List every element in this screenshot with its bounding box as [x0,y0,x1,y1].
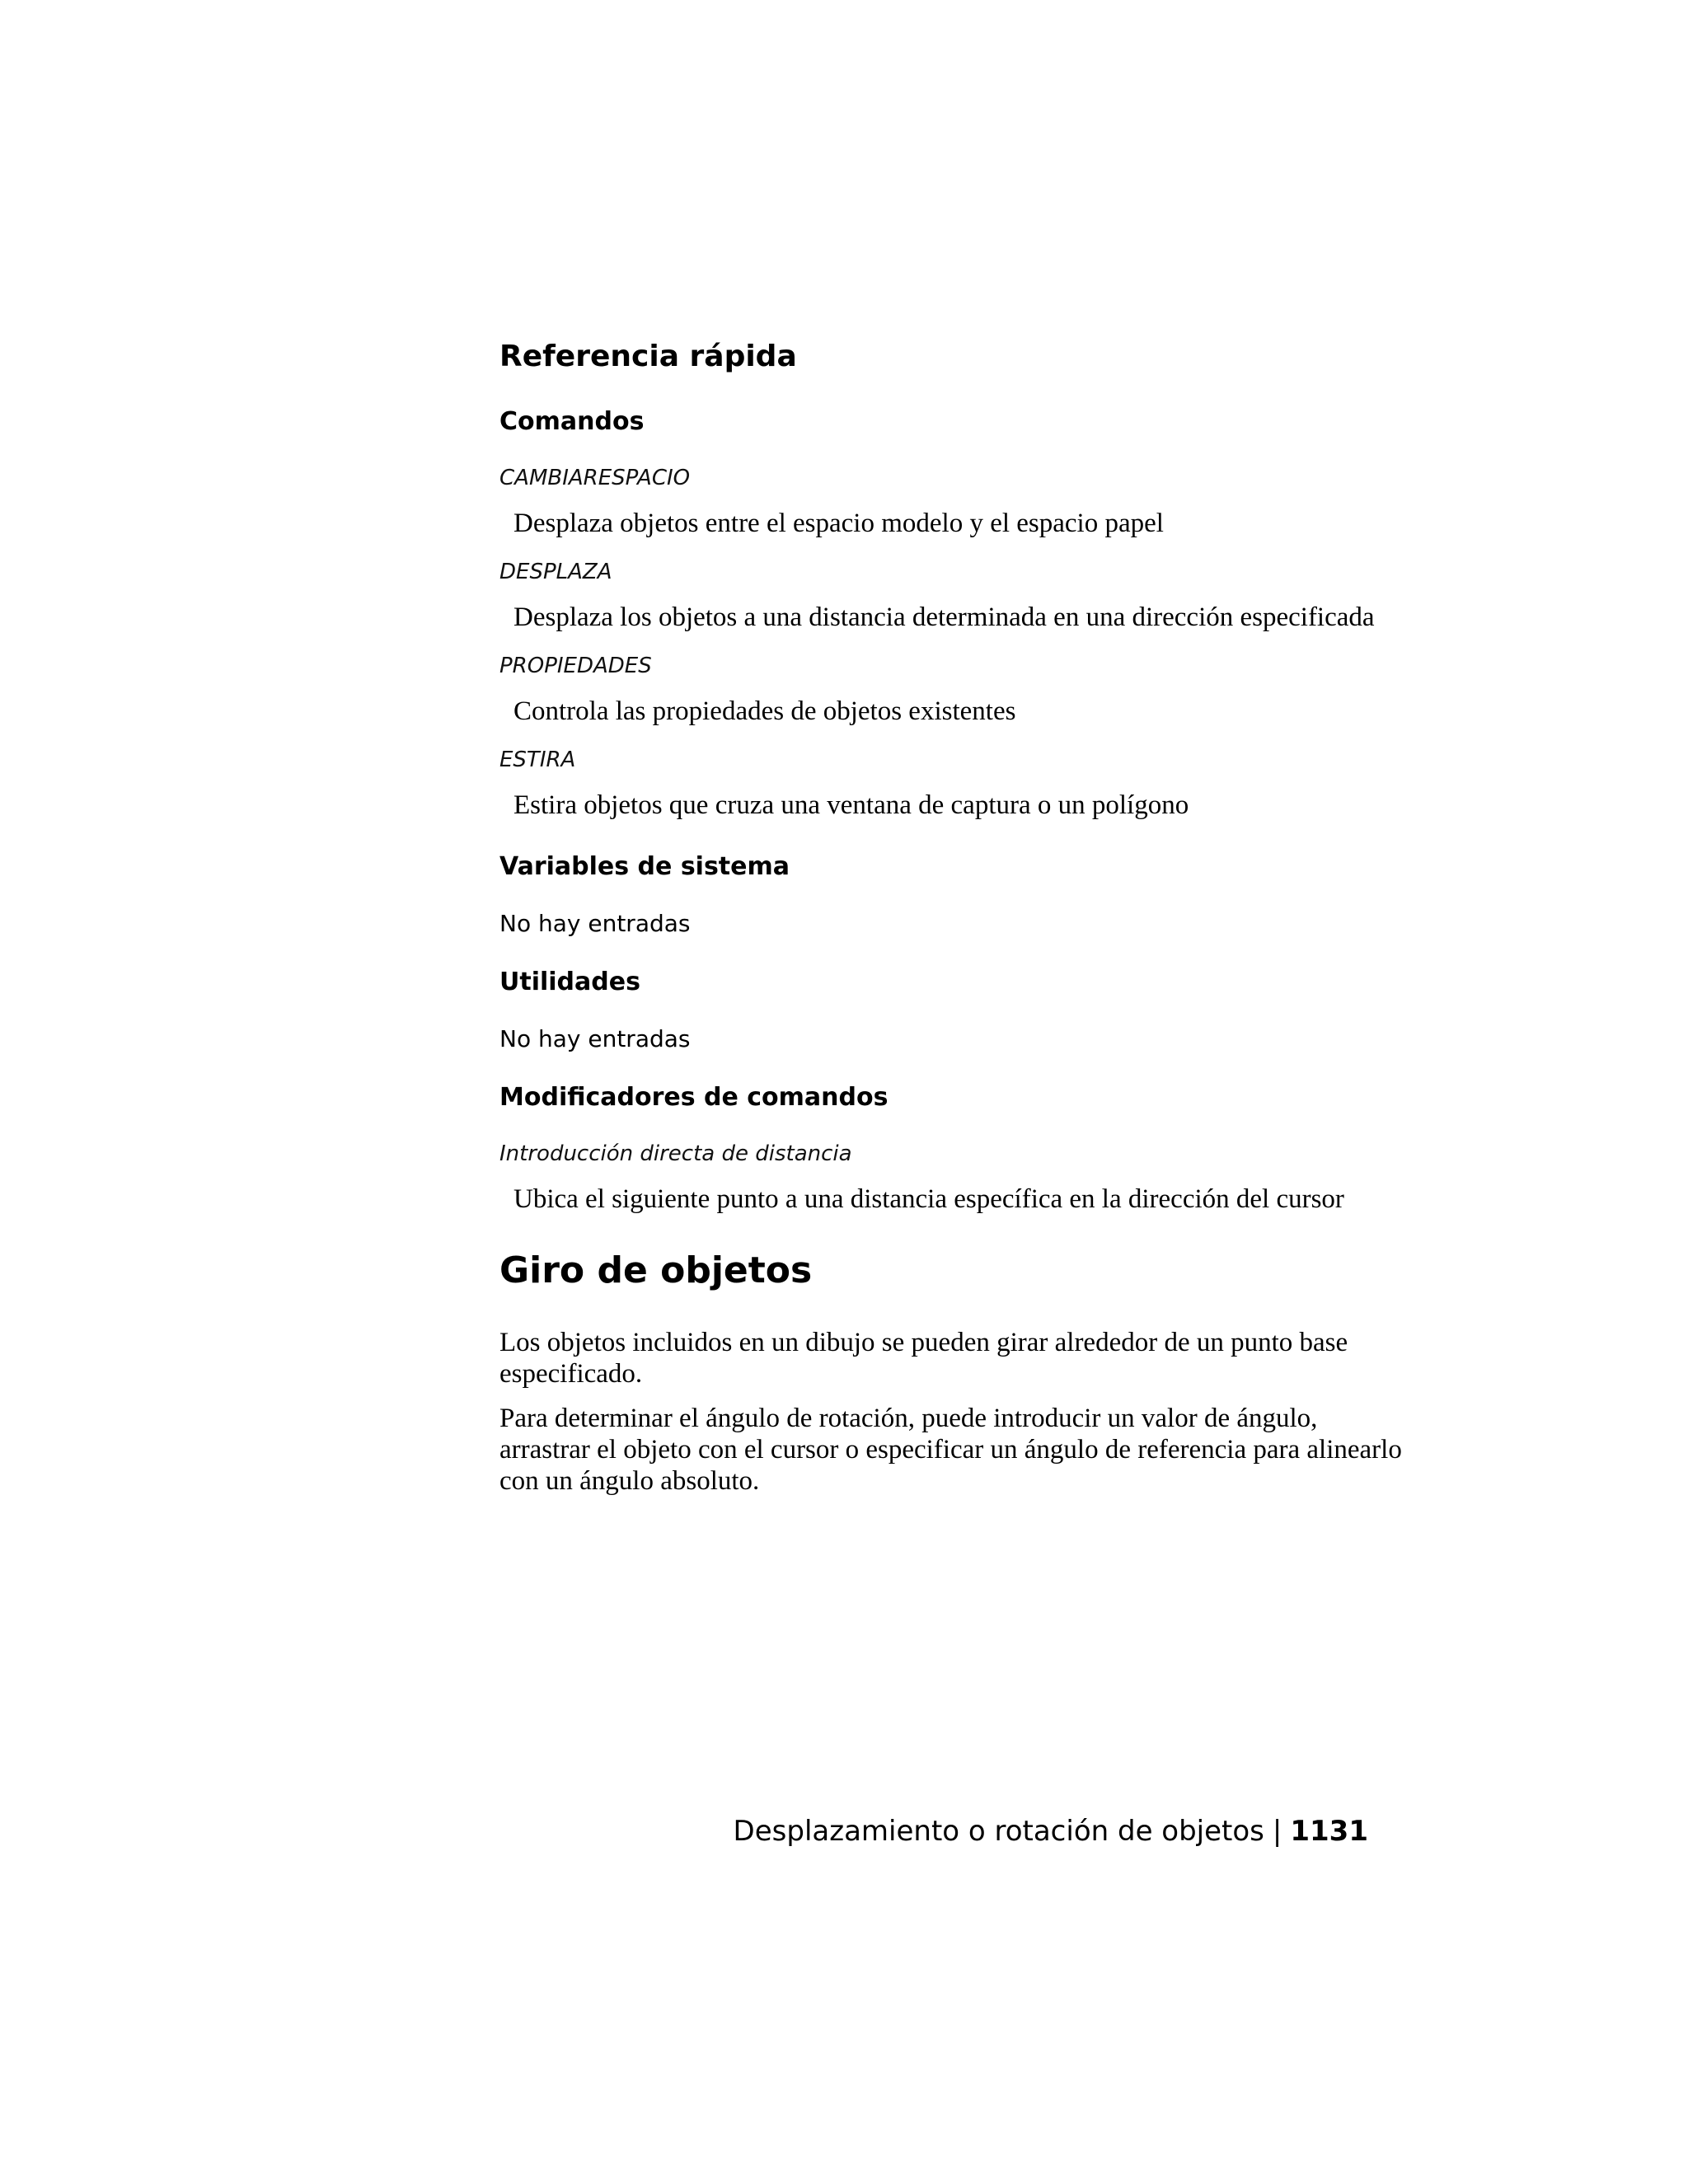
rotate-section-title: Giro de objetos [499,1249,813,1291]
command-description: Desplaza los objetos a una distancia determinada en una dirección especificada [513,602,1375,632]
command-modifiers-heading: Modificadores de comandos [499,1083,889,1112]
body-paragraph: Los objetos incluidos en un dibujo se pueden girar alrededor de un punto base especificado. [499,1328,1348,1389]
quick-reference-title: Referencia rápida [499,340,797,373]
utilities-heading: Utilidades [499,968,640,996]
page-footer [734,1813,1368,1849]
commands-heading: Comandos [499,407,645,436]
command-term: CAMBIARESPACIO [499,466,691,490]
utilities-text: No hay entradas [499,1025,691,1052]
command-description: Estira objetos que cruza una ventana de captura o un polígono [513,790,1189,820]
command-term: ESTIRA [499,748,576,772]
command-term: DESPLAZA [499,560,612,584]
modifier-term: Introducción directa de distancia [499,1141,852,1166]
page-number: 1131 [1290,1815,1368,1848]
page-content [499,338,1406,1510]
body-paragraph: Para determinar el ángulo de rotación, puede introducir un valor de ángulo, arrastrar el objeto con el cursor o especificar un ángulo de referencia para alinearlo con un ángulo absoluto. [499,1404,1402,1496]
modifier-description: Ubica el siguiente punto a una distancia específica en la dirección del cursor [513,1184,1344,1214]
command-description: Desplaza objetos entre el espacio modelo y el espacio papel [513,509,1164,538]
footer-chapter-title: Desplazamiento o rotación de objetos [733,1815,1264,1848]
footer-separator: | [1272,1815,1282,1848]
command-term: PROPIEDADES [499,654,652,678]
system-variables-heading: Variables de sistema [499,852,790,881]
command-description: Controla las propiedades de objetos existentes [513,696,1016,726]
system-variables-text: No hay entradas [499,910,691,937]
